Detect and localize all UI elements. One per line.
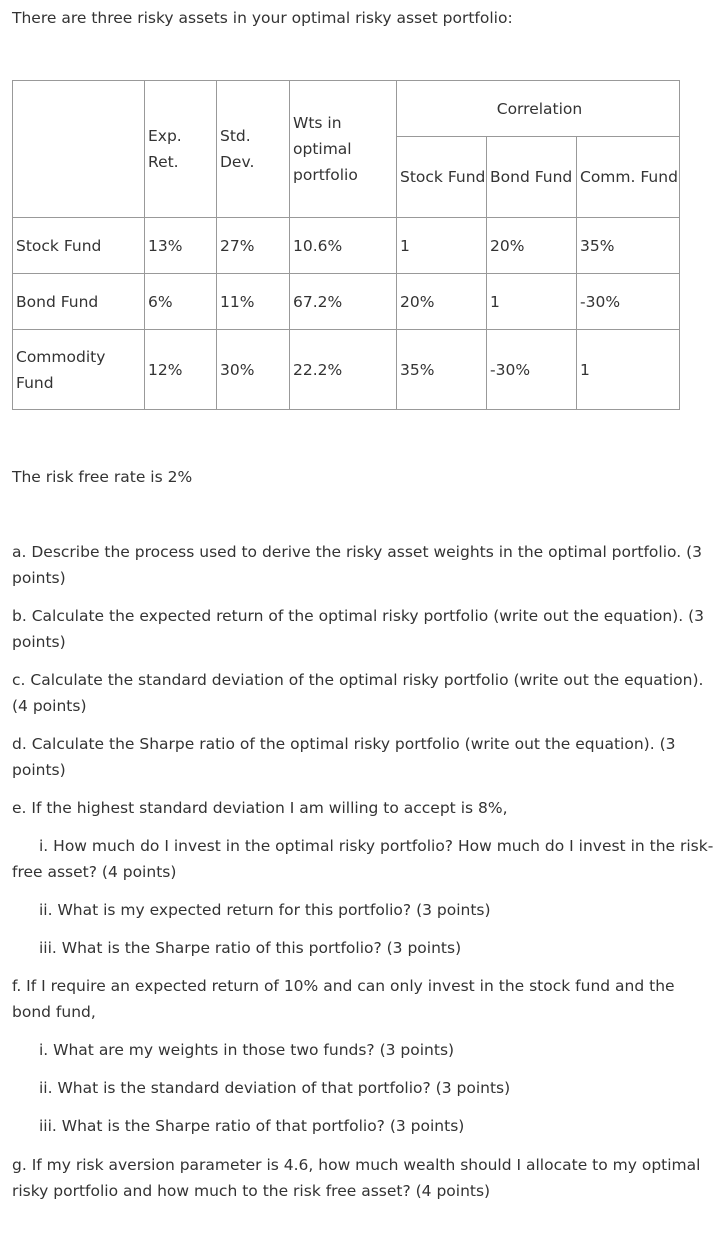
table-row (13, 274, 680, 330)
table-row (13, 218, 680, 274)
row-std-dev: 11% (217, 274, 290, 330)
row-corr-stock: 20% (397, 274, 487, 330)
question-e-iii: iii. What is the Sharpe ratio of this portfolio? (3 points) (39, 939, 462, 957)
question-f: f. If I require an expected return of 10% and can only invest in the stock fund and the bond fund, (12, 977, 675, 1021)
header-blank-cell (13, 81, 145, 218)
question-a: a. Describe the process used to derive the risky asset weights in the optimal portfolio. (3 points) (12, 543, 702, 587)
row-corr-stock: 1 (397, 218, 487, 274)
header-std-dev: Std. Dev. (217, 81, 290, 218)
question-f-iii: iii. What is the Sharpe ratio of that portfolio? (3 points) (39, 1117, 465, 1135)
header-weights: Wts in optimal portfolio (290, 81, 397, 218)
row-corr-bond: -30% (487, 330, 577, 410)
table-row (13, 330, 680, 410)
row-weight: 67.2% (290, 274, 397, 330)
question-f-ii: ii. What is the standard deviation of that portfolio? (3 points) (39, 1079, 511, 1097)
question-c: c. Calculate the standard deviation of the optimal risky portfolio (write out the equation). (4 points) (12, 671, 704, 715)
header-corr-stock: Stock Fund (397, 137, 487, 218)
row-std-dev: 27% (217, 218, 290, 274)
question-d: d. Calculate the Sharpe ratio of the optimal risky portfolio (write out the equation). (3 points) (12, 735, 676, 779)
row-corr-comm: 35% (577, 218, 680, 274)
question-b: b. Calculate the expected return of the optimal risky portfolio (write out the equation). (3 points) (12, 607, 705, 651)
row-corr-stock: 35% (397, 330, 487, 410)
header-corr-comm: Comm. Fund (577, 137, 680, 218)
header-corr-bond: Bond Fund (487, 137, 577, 218)
asset-table (12, 80, 680, 410)
question-f-i: i. What are my weights in those two funds? (3 points) (39, 1041, 455, 1059)
row-corr-comm: 1 (577, 330, 680, 410)
row-corr-bond: 1 (487, 274, 577, 330)
risk-free-rate-text: The risk free rate is 2% (12, 468, 193, 486)
header-exp-ret: Exp. Ret. (145, 81, 217, 218)
row-name: Bond Fund (13, 274, 145, 330)
question-e: e. If the highest standard deviation I am willing to accept is 8%, (12, 799, 508, 817)
intro-text: There are three risky assets in your optimal risky asset portfolio: (12, 9, 513, 27)
row-corr-comm: -30% (577, 274, 680, 330)
table-header-row (13, 81, 680, 137)
row-weight: 10.6% (290, 218, 397, 274)
row-name: Commodity Fund (13, 330, 145, 410)
question-g: g. If my risk aversion parameter is 4.6, how much wealth should I allocate to my optimal risky portfolio and how much to the risk free asset? (4 points) (12, 1156, 701, 1200)
question-e-ii: ii. What is my expected return for this portfolio? (3 points) (39, 901, 491, 919)
question-e-i: i. How much do I invest in the optimal risky portfolio? How much do I invest in the risk-free asset? (4 points) (12, 837, 714, 881)
row-exp-ret: 12% (145, 330, 217, 410)
row-exp-ret: 6% (145, 274, 217, 330)
row-corr-bond: 20% (487, 218, 577, 274)
row-weight: 22.2% (290, 330, 397, 410)
row-name: Stock Fund (13, 218, 145, 274)
row-std-dev: 30% (217, 330, 290, 410)
header-correlation: Correlation (397, 81, 680, 137)
row-exp-ret: 13% (145, 218, 217, 274)
